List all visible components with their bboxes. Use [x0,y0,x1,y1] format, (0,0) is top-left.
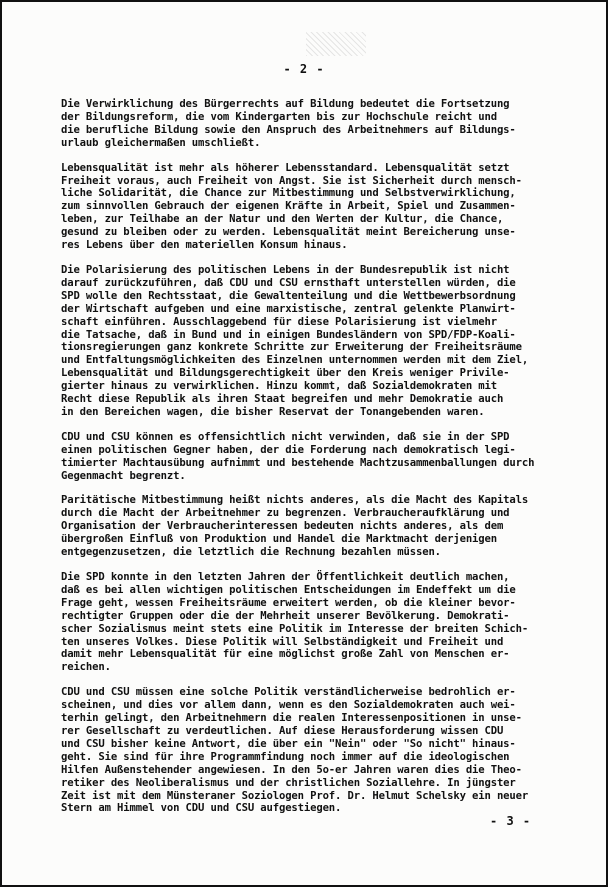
text-line: scheinen, und dies vor allem dann, wenn es den Sozialdemokraten auch wei- [61,699,516,712]
text-line: liche Solidarität, die Chance zur Mitbestimmung und Selbstverwirklichung, [61,187,516,200]
text-line: entgegenzusetzen, die letztlich die Rechnung bezahlen müssen. [61,546,441,559]
text-line: Lebensqualität und Bildungsgerechtigkeit über den Kreis weniger Privile- [61,367,510,380]
paragraph [61,98,596,150]
text-line: und CSU bisher keine Antwort, die über ein "Nein" oder "So nicht" hinaus- [61,737,516,750]
text-line: der Bildungsreform, die vom Kindergarten bis zur Hochschule reicht und [61,110,497,123]
text-line: die berufliche Bildung sowie den Anspruch des Arbeitnehmers auf Bildungs- [61,123,516,136]
paragraph [61,162,596,252]
text-line: SPD wolle den Rechtsstaat, die Gewaltenteilung und die Wettbewerbsordnung [61,289,516,302]
paragraph [61,571,596,674]
text-line: Paritätische Mitbestimmung heißt nichts anderes, als die Macht des Kapitals [61,494,529,507]
text-line: Stern am Himmel von CDU und CSU aufgestiegen. [61,802,342,815]
text-line: zum sinnvollen Gebrauch der eigenen Kräfte in Arbeit, Spiel und Zusammen- [61,200,516,213]
text-line: Zeit ist mit dem Münsteraner Soziologen Prof. Dr. Helmut Schelsky ein neuer [61,789,529,802]
text-line: gierter hinaus zu verwirklichen. Hinzu kommt, daß Sozialdemokraten mit [61,380,497,393]
text-line: rechtigter Gruppen oder die der Mehrheit unserer Bevölkerung. Demokrati- [61,609,510,622]
body-text [61,98,596,827]
paragraph [61,686,596,815]
text-line: leben, zur Teilhabe an der Natur und den Werten der Kultur, die Chance, [61,213,504,226]
text-line: die Tatsache, daß in Bund und in einigen Bundesländern von SPD/FDP-Koali- [61,328,516,341]
text-line: Freiheit voraus, auch Freiheit von Angst. Sie ist Sicherheit durch mensch- [61,174,522,187]
text-line: Recht diese Republik als ihren Staat begreifen und mehr Demokratie auch [61,393,504,406]
text-line: Organisation der Verbraucherinteressen bedeuten nichts anderes, als dem [61,520,504,533]
text-line: Die Verwirklichung des Bürgerrechts auf Bildung bedeutet die Fortsetzung [61,98,510,110]
text-line: Die Polarisierung des politischen Lebens in der Bundesrepublik ist nicht [61,263,510,276]
text-line: daß es bei allen wichtigen politischen Entscheidungen im Endeffekt um die [61,583,516,596]
text-line: rer Gesellschaft zu verdeutlichen. Auf diese Herausforderung wissen CDU [61,724,504,737]
paragraph [61,264,596,419]
text-line: damit mehr Lebensqualität für eine möglichst große Zahl von Menschen er- [61,648,510,661]
text-line: timierter Machtausübung aufnimmt und bestehende Machtzusammenballungen durch [61,456,535,469]
scan-artifact [306,32,366,56]
text-line: res Lebens über den materiellen Konsum hinaus. [61,239,348,252]
text-line: gesund zu bleiben oder zu werden. Lebensqualität meint Bereicherung unse- [61,226,516,239]
text-line: durch die Macht der Arbeitnehmer zu begrenzen. Verbraucheraufklärung und [61,507,510,520]
text-line: einen politischen Gegner haben, der die Forderung nach demokratisch legi- [61,443,516,456]
text-line: terhin gelingt, den Arbeitnehmern die realen Interessenpositionen in unse- [61,712,522,725]
text-line: geht. Sie sind für ihre Programmfindung noch immer auf die ideologischen [61,750,510,763]
text-line: Lebensqualität ist mehr als höherer Lebensstandard. Lebensqualität setzt [61,161,510,174]
text-line: CDU und CSU müssen eine solche Politik verständlicherweise bedrohlich er- [61,686,516,699]
text-line: tionsregierungen ganz konkrete Schritte zur Erweiterung der Freiheitsräume [61,341,522,354]
text-line: in den Bereichen wagen, die bisher Reservat der Tonangebenden waren. [61,405,485,418]
text-line: scher Sozialismus meint stets eine Politik im Interesse der breiten Schich- [61,622,529,635]
text-line: Gegenmacht begrenzt. [61,469,186,482]
text-line: reichen. [61,661,111,674]
text-line: übergroßen Einfluß von Produktion und Handel die Marktmacht derjenigen [61,533,497,546]
text-line: ten unseres Volkes. Diese Politik will Selbständigkeit und Freiheit und [61,635,504,648]
text-line: darauf zurückzuführen, daß CDU und CSU ernsthaft unterstellen würden, die [61,276,516,289]
text-line: der Wirtschaft aufgeben und eine marxistische, zentral gelenkte Planwirt- [61,302,516,315]
text-line: Frage geht, wessen Freiheitsräume erweitert werden, ob die kleiner bevor- [61,596,516,609]
paragraph [61,494,596,559]
text-line: schaft einführen. Ausschlaggebend für diese Polarisierung ist vielmehr [61,315,497,328]
text-line: CDU und CSU können es offensichtlich nicht verwinden, daß sie in der SPD [61,430,510,443]
text-line: retiker des Neoliberalismus und der christlichen Soziallehre. In jüngster [61,776,516,789]
text-line: Hilfen Außenstehender angewiesen. In den 5o-er Jahren waren dies die Theo- [61,763,522,776]
text-line: und Entfaltungsmöglichkeiten des Einzelnen unternommen werden mit dem Ziel, [61,354,529,367]
paragraph [61,431,596,483]
text-line: Die SPD konnte in den letzten Jahren der Öffentlichkeit deutlich machen, [61,571,510,583]
text-line: urlaub gleichermaßen umschließt. [61,136,261,149]
page-number-bottom: - 3 - [490,814,532,828]
page-number-top: - 2 - [283,62,325,76]
